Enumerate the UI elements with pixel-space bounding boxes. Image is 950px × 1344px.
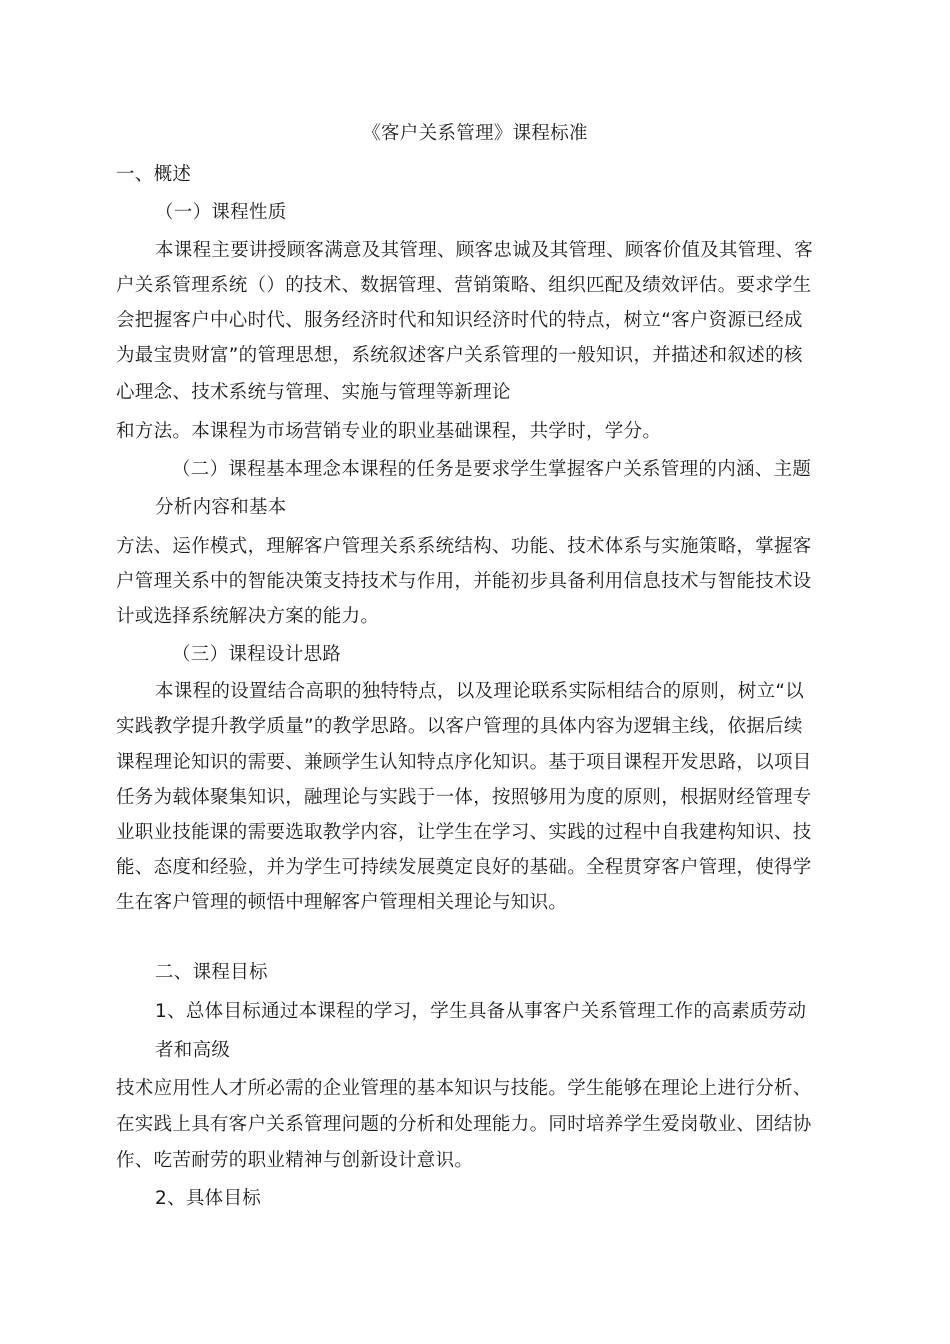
document-title: 《客户关系管理》课程标准 xyxy=(362,123,588,144)
section-heading-goals: 二、课程目标 xyxy=(155,962,268,983)
paragraph-line: 和方法。本课程为市场营销专业的职业基础课程，共学时，学分。 xyxy=(116,421,662,442)
subsection-heading-nature: （一）课程性质 xyxy=(155,202,287,223)
paragraph-line: 会把握客户中心时代、服务经济时代和知识经济时代的特点，树立“客户资源已经成 xyxy=(116,310,803,331)
paragraph-line: 在实践上具有客户关系管理问题的分析和处理能力。同时培养学生爱岗敬业、团结协 xyxy=(116,1114,812,1135)
paragraph-line: 者和高级 xyxy=(155,1040,231,1061)
paragraph-line: 课程理论知识的需要、兼顾学生认知特点序化知识。基于项目课程开发思路，以项目 xyxy=(116,752,812,773)
paragraph-line: 户关系管理系统（）的技术、数据管理、营销策略、组织匹配及绩效评估。要求学生 xyxy=(116,275,812,296)
paragraph-line: 技术应用性人才所必需的企业管理的基本知识与技能。学生能够在理论上进行分析、 xyxy=(116,1078,812,1099)
paragraph-line: 计或选择系统解决方案的能力。 xyxy=(116,606,380,627)
paragraph-line: 分析内容和基本 xyxy=(155,497,287,518)
paragraph-line: 方法、运作模式，理解客户管理关系系统结构、功能、技术体系与实施策略，掌握客 xyxy=(116,536,812,557)
paragraph-line: 心理念、技术系统与管理、实施与管理等新理论 xyxy=(116,382,511,403)
paragraph-line: 生在客户管理的顿悟中理解客户管理相关理论与知识。 xyxy=(116,892,568,913)
subsection-heading-specific-goals: 2、具体目标 xyxy=(155,1188,262,1209)
paragraph-line: 户管理关系中的智能决策支持技术与作用，并能初步具备利用信息技术与智能技术设 xyxy=(116,571,812,592)
subsection-heading-concept: （二）课程基本理念本课程的任务是要求学生掌握客户关系管理的内涵、主题 xyxy=(172,459,812,480)
section-heading-overview: 一、概述 xyxy=(116,164,192,185)
paragraph-line: 作、吃苦耐劳的职业精神与创新设计意识。 xyxy=(116,1150,474,1171)
paragraph-line: 任务为载体聚集知识，融理论与实践于一体，按照够用为度的原则，根据财经管理专 xyxy=(116,787,812,808)
subsection-heading-design: （三）课程设计思路 xyxy=(172,644,342,665)
paragraph-line: 实践教学提升教学质量”的教学思路。以客户管理的具体内容为逻辑主线，依据后续 xyxy=(116,716,803,737)
paragraph-line: 业职业技能课的需要选取教学内容，让学生在学习、实践的过程中自我建构知识、技 xyxy=(116,822,812,843)
paragraph-line: 1、总体目标通过本课程的学习，学生具备从事客户关系管理工作的高素质劳动 xyxy=(155,1001,807,1022)
paragraph-line: 本课程主要讲授顾客满意及其管理、顾客忠诚及其管理、顾客价值及其管理、客 xyxy=(155,240,814,261)
paragraph-line: 为最宝贵财富”的管理思想，系统叙述客户关系管理的一般知识，并描述和叙述的核 xyxy=(116,345,803,366)
paragraph-line: 本课程的设置结合高职的独特特点，以及理论联系实际相结合的原则，树立“以 xyxy=(155,681,805,702)
paragraph-line: 能、态度和经验，并为学生可持续发展奠定良好的基础。全程贯穿客户管理，使得学 xyxy=(116,857,812,878)
